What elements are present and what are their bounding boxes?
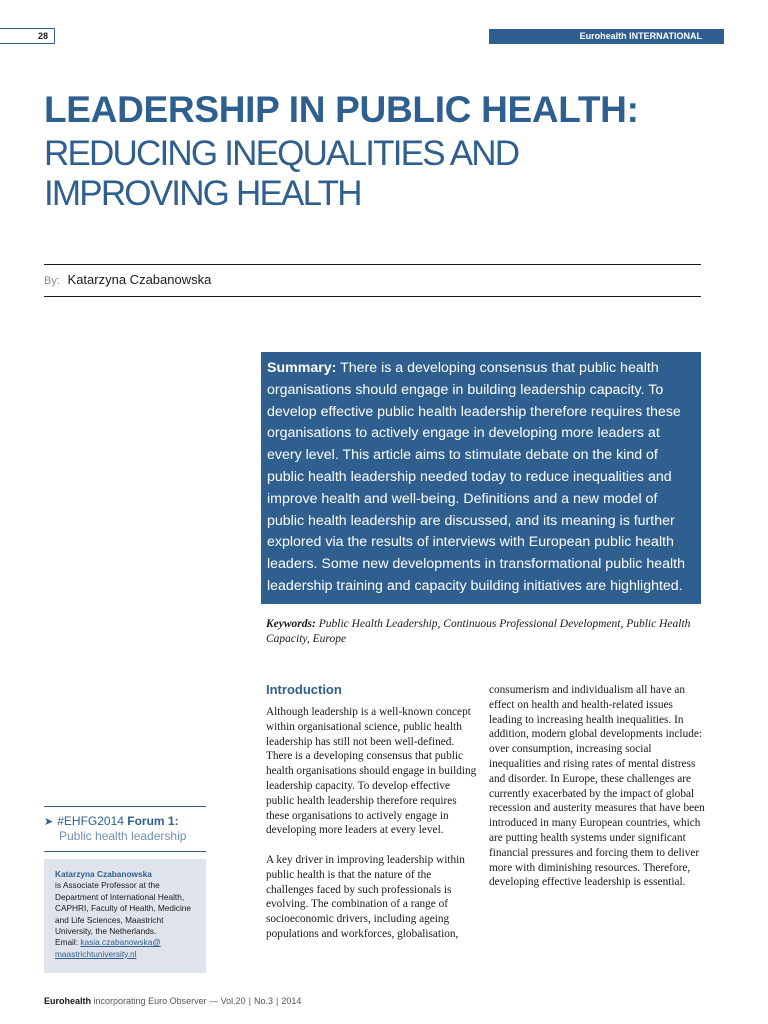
journal-banner: Eurohealth INTERNATIONAL <box>489 29 724 44</box>
article-title: LEADERSHIP IN PUBLIC HEALTH: <box>44 89 639 130</box>
summary-box <box>261 352 701 604</box>
footer-separator: | <box>276 996 279 1006</box>
subtitle-line-1: REDUCING INEQUALITIES AND <box>44 134 519 173</box>
page-footer <box>44 996 301 1006</box>
footer-volume: Vol.20 <box>220 996 246 1006</box>
footer-separator: | <box>248 996 251 1006</box>
page-number: 28 <box>0 28 55 44</box>
author-name: Katarzyna Czabanowska <box>55 869 152 879</box>
footer-brand: Eurohealth <box>44 996 92 1006</box>
summary-text: There is a developing consensus that public health organisations should engage in building leadership capacity. To develop effective public health leadership therefore requires these organisations to actively engage in developing more leaders at every level. This article aims to stimulate debate on the kind of public health leadership needed today to reduce inequalities and improve health and well-being. Definitions and a new model of public health leadership are discussed, and its meaning is further explored via the results of interviews with European public health leaders. Some new developments in transformational public health leadership training and capacity building initiatives are highlighted. <box>267 360 685 594</box>
body-paragraph: Although leadership is a well-known concept within organisational science, public health leadership has still not been well-defined. There is a developing consensus that public health organisations should engage in building leadership capacity. To develop effective public health leadership therefore requires these organisations to actively engage in developing more leaders at every level. <box>266 706 477 837</box>
byline-prefix: By: <box>44 275 60 287</box>
body-paragraph: A key driver in improving leadership within public health is that the nature of the challenges faced by such professionals is evolving. The combination of a range of socioeconomic drivers, including ageing populations and workforces, globalisation, <box>266 853 465 940</box>
keywords <box>266 617 696 647</box>
author-info-box <box>44 859 206 973</box>
body-paragraph: consumerism and individualism all have an effect on health and health-related issues leading to increasing health inequalities. In addition, modern global developments include: over consumption, increasing social inequalities and rising rates of mental distress and disorder. In Europe, these challenges are currently exacerbated by the impact of global recession and austerity measures that have been introduced in many European countries, which are putting health systems under significant financial pressures and forcing them to deliver more with diminishing resources. Therefore, developing effective leadership is essential. <box>489 684 705 889</box>
byline-rule-bottom <box>44 296 701 297</box>
forum-callout <box>44 814 206 843</box>
forum-rule-top <box>44 806 206 807</box>
keywords-label: Keywords: <box>266 618 316 630</box>
footer-year: 2014 <box>281 996 302 1006</box>
footer-issue: No.3 <box>254 996 274 1006</box>
byline <box>44 272 211 287</box>
footer-incorporating: incorporating Euro Observer <box>93 996 207 1006</box>
body-column-1 <box>266 705 478 957</box>
forum-topic: Public health leadership <box>59 829 187 843</box>
author-email-link[interactable]: kasia.czabanowska@ <box>80 937 161 948</box>
subtitle-line-2: IMPROVING HEALTH <box>44 174 361 213</box>
email-label: Email: <box>55 937 79 948</box>
forum-tag: #EHFG2014 <box>57 814 124 828</box>
body-column-2 <box>489 683 705 905</box>
author-bio: is Associate Professor at the Department of International Health, CAPHRI, Faculty of Health, Medicine and Life Sciences, Maastricht University, the Netherlands. <box>55 880 192 937</box>
byline-rule-top <box>44 264 701 265</box>
summary-label: Summary: <box>267 360 337 376</box>
forum-label: Forum 1: <box>127 814 179 828</box>
keywords-text: Public Health Leadership, Continuous Professional Development, Public Health Capacity, Europe <box>266 618 691 645</box>
arrow-right-icon: ➤ <box>44 816 54 828</box>
forum-rule-bottom <box>44 851 206 852</box>
author-email-link-cont[interactable]: maastrichtuniversity.nl <box>55 948 137 959</box>
footer-dash: — <box>209 996 219 1006</box>
byline-author: Katarzyna Czabanowska <box>67 272 212 287</box>
section-heading-introduction: Introduction <box>266 682 342 697</box>
article-subtitle <box>44 134 724 214</box>
